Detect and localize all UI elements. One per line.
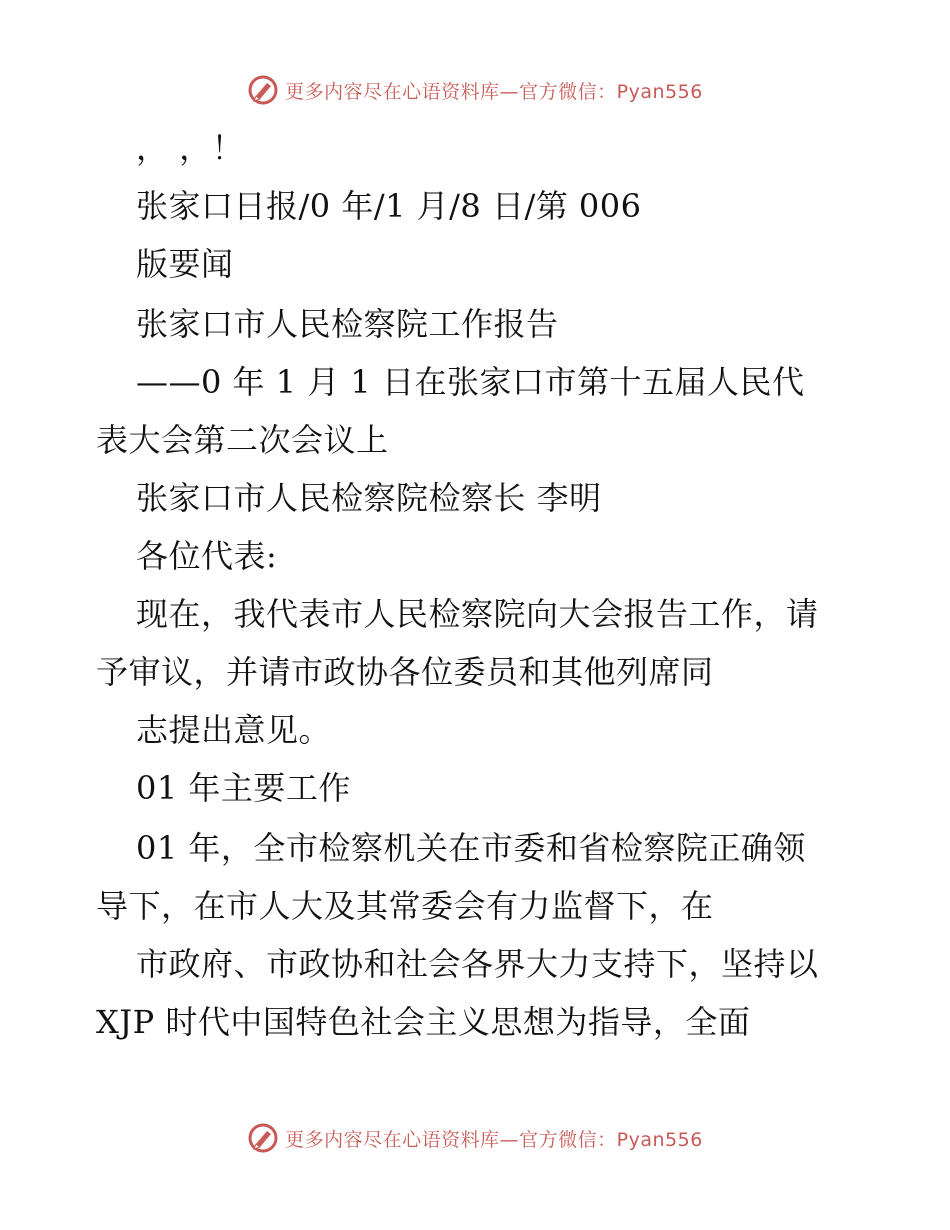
salutation: 各位代表:	[136, 537, 278, 575]
section-heading: 01 年主要工作	[136, 769, 351, 807]
text-line: XJP 时代中国特色社会主义思想为指导，全面	[96, 1003, 751, 1041]
header-watermark-text: 更多内容尽在心语资料库—官方微信：Pyan556	[285, 80, 703, 103]
text-line: ， ，！	[136, 129, 245, 167]
text-line: 市政府、市政协和社会各界大力支持下，坚持以	[136, 945, 819, 983]
report-title: 张家口市人民检察院工作报告	[136, 305, 559, 343]
report-subtitle-cont: 表大会第二次会议上	[96, 421, 389, 459]
text-line: 版要闻	[136, 245, 234, 283]
footer-watermark-text: 更多内容尽在心语资料库—官方微信：Pyan556	[285, 1128, 703, 1151]
report-subtitle: ——0 年 1 月 1 日在张家口市第十五届人民代	[136, 363, 805, 401]
text-line: 01 年，全市检察机关在市委和省检察院正确领	[136, 829, 806, 867]
text-line: 予审议，并请市政协各位委员和其他列席同	[96, 653, 714, 691]
text-line: 导下，在市人大及其常委会有力监督下，在	[96, 887, 714, 925]
pen-logo-icon	[247, 1122, 279, 1154]
text-line: 张家口日报/0 年/1 月/8 日/第 006	[136, 187, 642, 225]
text-line: 现在，我代表市人民检察院向大会报告工作，请	[136, 595, 819, 633]
footer-watermark-banner	[0, 1118, 950, 1158]
pen-logo-icon	[247, 74, 279, 106]
author-line: 张家口市人民检察院检察长 李明	[136, 479, 602, 517]
header-watermark-banner	[0, 70, 950, 110]
text-line: 志提出意见。	[136, 711, 332, 749]
